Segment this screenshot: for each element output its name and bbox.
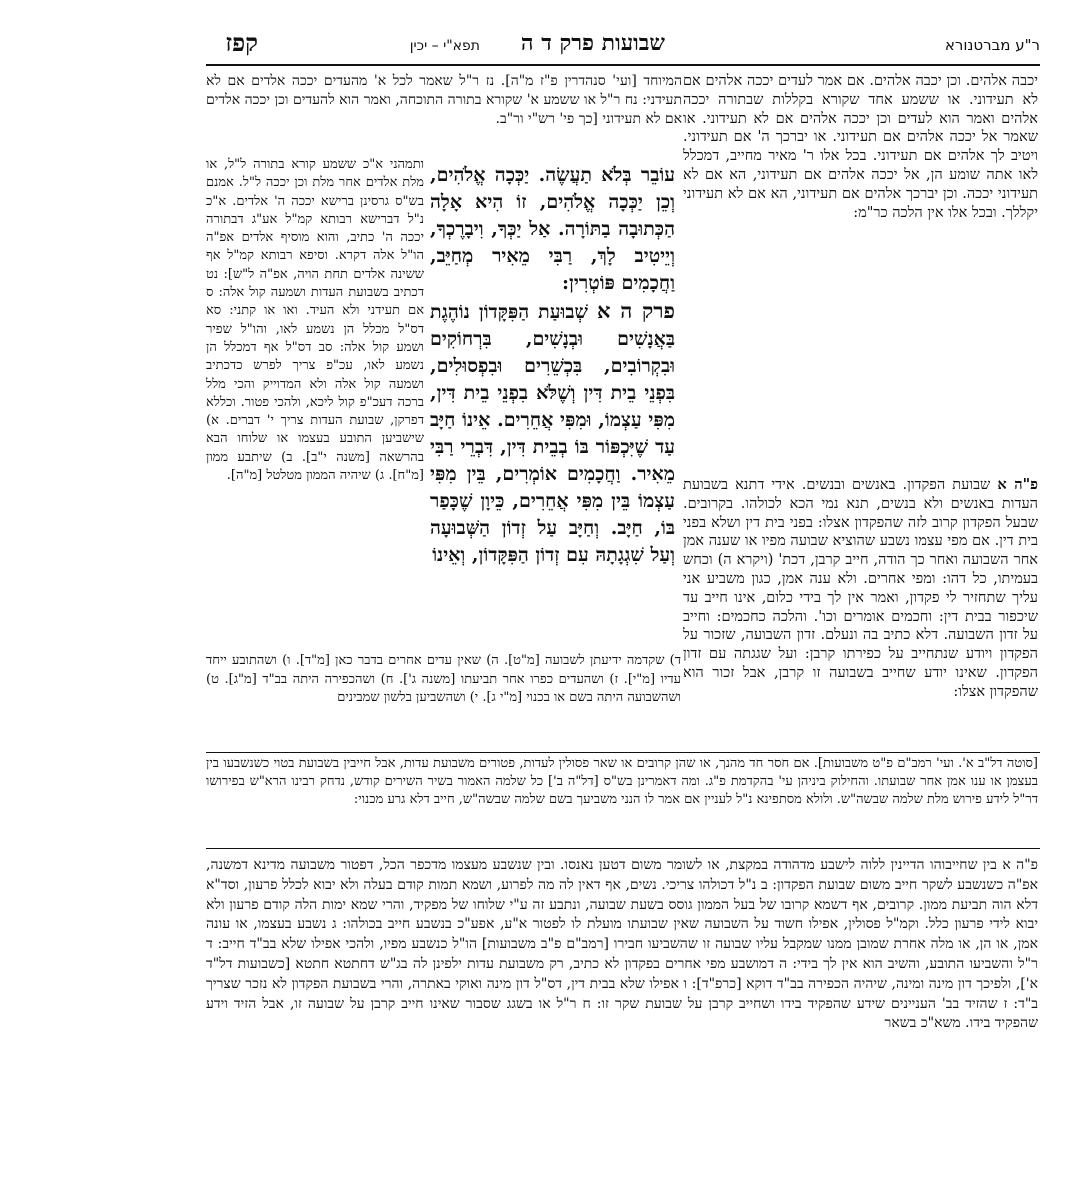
bartenura-commentary [683, 72, 1038, 477]
mishnah-top: עוֹבֵר בְּלֹא תַעֲשֶׂה. יַכְּכָה אֱלֹהִים, וְכֵן יַכְּכָה אֱלֹהִים, זוֹ הִיא אָלָה הַכְּתוּבָה בַתּוֹרָה. אַל יַכְּךָ, וִיבָרֶכְךָ, וְיֵיטִיב לָךְ, רַבִּי מֵאִיר מְחַיֵּב, וַחֲכָמִים פּוֹטְרִין: [430, 164, 675, 294]
tiferet-lower-text: ד) שקדמה ידיעתן לשבועה [מ"ט]. ה) שאין עדים אחרים בדבר כאן [מ"ד]. ו) ושהתובע ייחד עדיו [מ"י]. ז) ושהעדים כפרו אחר תביעתו [משנה ג']. ח) ושהכפירה היתה בב"ד [מ"ג]. ט) ושהשבועה היתה בשם או בכנוי [מ"י ג]. י) ושהשביען בלשון שמבינים [206, 653, 681, 705]
tiferet-column-text: ותמהני א"כ ששמע קורא בתורה ל"ל, או מלת אלדים אחר מלת וכן יככה ל"ל. אמנם בש"ס גרסינן ברישא יככה ה' אלדים. א"כ נ"ל דברישא רבותא קמ"ל אע"ג דבתורה יככה ה' כתיב, והוא מוסיף אלדים אפ"ה הו"ל אלה דקרא. וסיפא רבותא קמ"ל אף ששינה אלדים תחת הויה, אפ"ה ל"ש]: נט דכתיב בשבועת העדות ושמעה קול אלה: ס אם תעידני ולא העיד. ואו או קתני: סא דס"ל מכלל הן נשמע לאו, והו"ל שפיר ושמע קול אלה: סב דס"ל אף דמכלל הן נשמע לאו, עכ"פ צריך לפרש כדכתיב ושמעה קול אלה ולא המדוייק והכי מלל ברכה דעכ"פ קול ליכא, ולהכי פטור. וכללא דפרקן, שבועת העדות צריך י' דברים. א) שישביען התובע בעצמו או שלוחו הבא בהרשאה [משנה י"ב]. ב) שיתבע ממון [מ"ח]. ג) שיהיה הממון מטלטל [מ"ה]. [206, 157, 424, 484]
footnote-lower [206, 856, 1038, 1196]
bartenura-chapter-label: פ"ה א [997, 476, 1039, 493]
mishnah-body: שְׁבוּעַת הַפִּקָּדוֹן נוֹהֶגֶת בַּאֲנָשִׁים וּבְנָשִׁים, בִּרְחוֹקִים וּבִקְרוֹבִים, בִּכְשֵׁרִים וּבִפְסוּלִים, בִּפְנֵי בֵית דִּין וְשֶׁלֹּא בִפְנֵי בֵית דִּין, מִפִּי עַצְמוֹ, וּמִפִּי אֲחֵרִים. אֵינוֹ חַיָּב עַד שֶׁיִּכְפּוֹר בּוֹ בְבֵית דִּין, דִּבְרֵי רַבִּי מֵאִיר. וַחֲכָמִים אוֹמְרִים, בֵּין מִפִּי עַצְמוֹ בֵּין מִפִּי אֲחֵרִים, כֵּיוָן שֶׁכָּפַר בּוֹ, חַיָּב. וְחַיָּב עַל זְדוֹן הַשְּׁבוּעָה וְעַל שִׁגְגָתָהּ עִם זְדוֹן הַפִּקָּדוֹן, וְאֵינוֹ [430, 301, 675, 566]
footnote-lower-text: פ"ה א בין שחייבוהו הדיינין ללוה לישבע מדהודה במקצת, או לשומר משום דטען נאנסו. ובין שנשבע מעצמו מדכפר הכל, דפטור משבועה מדינא דמשנה, אפ"ה כשנשבע לשקר חייב משום שבועת הפקדון: ב נ"ל דכולהו צריכי. נשים, אף דאין לה מה לפרוע, ושמא תמות קודם בעלה ולא יבוא לכלל פרעון, וסד"א דלא הוה תביעת ממון. קרובים, אף דשמא קרובו של בעל הממון גוסס בשעת שבועה, ונתבע זה ע"י שלוחו של מפקיד, והרי שמא ימות הלה קודם פרעון ולא יבוא לידי פרעון כלל. וקמ"ל פסולין, אפילו חשוד על השבועה שאין שבועתו מועלת לו לפטור א"ע, אפע"כ בנשבע חייב בכולהו: ג נשבע בעצמו, או עונה אמן, או הן, או מלה אחרת שמובן ממנו שמקבל עליו שבועה זו שהשביעו חבירו [רמב"ם פ"ב משבועות] הו"ל כנשבע מפיו, ולהכי אפילו שלא בב"ד חייב: ד ר"ל והשביעו התובע, והשיב הוא אין לך בידי: ה דמושבע מפי אחרים בפקדון לא כתיב, רק משבועת עדות ילפינן לה בג"ש דחתטא חתטא [כשבועות דל"ד א'], ולפיכך דון מינה ומינה, שיהיה הכפירה בב"ד דוקא [כרפ"ד]: ו אפילו שלא בבית דין, דס"ל דון מינה ואוקי באתרה, והרי בשבועת הפקדון לא נזכר שצריך ב"ד: ז שהזיד בב' העניינים שידע שהפקיד בידו ושחייב קרבן על שבועת שקר זו: ח ר"ל או בשגג שסבור שאינו חייב קרבן על שבועה זו, אבל הזיד וידע שהפקיד בידו. משא"כ בשאר [206, 857, 1039, 1032]
bartenura-commentary-lower [683, 476, 1039, 700]
tiferet-commentary-top [206, 72, 682, 154]
chapter-label: פרק ה א [597, 298, 675, 323]
page-header [210, 28, 1040, 62]
footnote-divider-upper [206, 752, 1040, 753]
tiferet-lower-commentary [206, 652, 681, 748]
header-commentary-marker: תפא"י – יכין [409, 38, 480, 54]
header-rule [206, 64, 1040, 66]
header-commentator-title: ר"ע מברטנורא [944, 36, 1040, 54]
page-number: קפז [225, 28, 258, 57]
footnote-divider-lower [206, 848, 1040, 849]
header-tractate-title: שבועות פרק ד ה [520, 30, 665, 56]
mishnah-text [430, 162, 675, 652]
footnote-upper [206, 755, 1038, 841]
footnote-upper-text: [סוטה דל"ב א'. ועי' רמב"ם פ"ט משבועות]. אם חסר חד מהנך, או שהן קרובים או שאר פסולין לעדות, פטורים משבועת עדות, אבל חייבין בשבועת בטוי כשנשבעו בין בעצמן או ענו אמן אחר שבועתו. והחילוק ביניהן עי' בהקדמת פ"ג. ומה דאמרינן בש"ס [דל"ה ב'] כל שלמה האמור בשיר השירים קודש, נדחק רבינו הרא"ש בפירושו דר"ל לידע פירוש מלת שלמה שבשה"ש. ולולא מסתפינא נ"ל לעניין אם אמר לו הנני משביעך בשם שלמה שבשה"ש, חייב דלא גרע מכנוי: [206, 756, 1038, 807]
tiferet-top-text: המיוחד [ועי' סנהדרין פ"ז מ"ה]. נז ר"ל שאמר לכל א' מהעדים יככה אלדים אם לא תעידני: נח ר"ל או ששמע א' שקורא בתורה התוכחה, ואמר הוא להעדים וכן יככה אלדים אם לא תעידוני [כך פי' רש"י ור"ב. [206, 73, 682, 127]
bartenura-text: יכבה אלהים. וכן יכבה אלהים. אם אמר לעדים יככה אלהים אם לא תעידוני. או ששמע אחד שקורא בקללות שבתורה יככה אלהים ואמר הוא לעדים וכן יככה אלהים אם לא תעידוני. או שאמר אל יככה אלהים אם תעידוני. או יברכך ה' אם תעידוני. ויטיב לך אלהים אם תעידוני. בכל אלו ר' מאיר מחייב, דמכלל לאו אתה שומע הן, אל יככה אלהים אם תעידוני, הא אם לא תעידוני יככה. וכן יברכך אלהים אם תעידוני, הא אם לא תעידוני יקללך. ובכל אלו אין הלכה כר"מ: [683, 73, 1038, 221]
tiferet-commentary-column [206, 156, 424, 648]
bartenura-lower-text: שבועת הפקדון. באנשים ובנשים. אידי דתנא בשבועת העדות באנשים ולא בנשים, תנא נמי הכא לכולהו. בקרובים. שבעל הפקדון קרוב לזה שהפקדון אצלו: בפני בית דין ושלא בפני בית דין. אם מפי עצמו נשבע שהוציא שבועה מפיו או שענה אמן אחר השבועה ואחר כך הודה, חייב קרבן, דכת' (ויקרא ה) וכחש בעמיתו, כל דהו: ומפי אחרים. ולא ענה אמן, כגון משביע אני עליך שתחזיר לי פקדון, ואמר אין לך בידי כלום, אינו חייב עד שיכפור בבית דין: וחכמים אומרים וכו'. והלכה כחכמים: וחייב על זדון השבועה. דלא כתיב בה ונעלם. זדון השבועה, שזכור על הפקדון ויודע שנתחייב על כפירתו קרבן: ועל שגגתה עם זדון הפקדון. שאינו יודע שחייב בשבועה זו קרבן, אבל זכור הוא שהפקדון אצלו: [683, 477, 1038, 700]
